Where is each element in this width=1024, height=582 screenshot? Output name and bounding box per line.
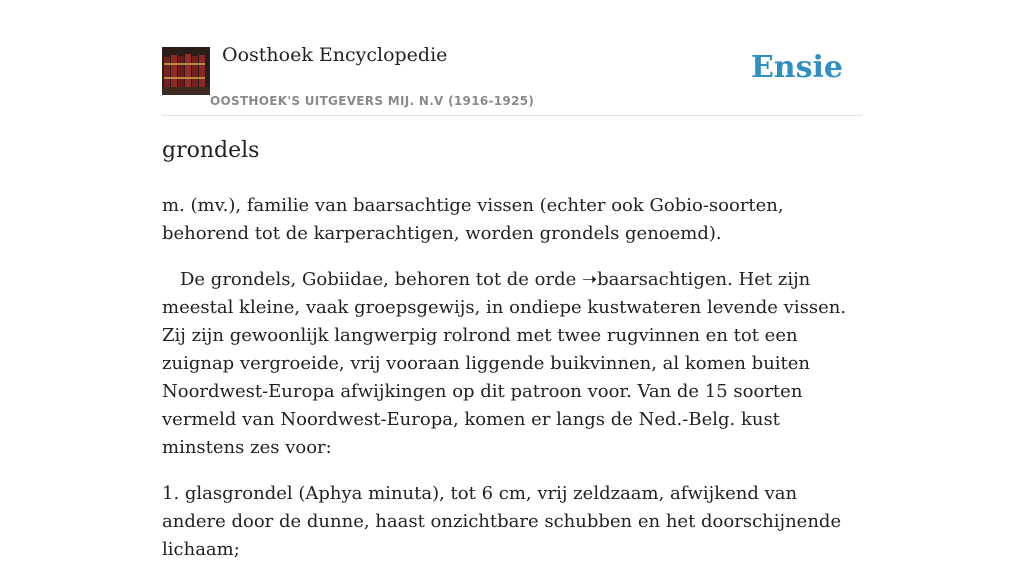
source-subtitle: OOSTHOEK'S UITGEVERS MIJ. N.V (1916-1925) xyxy=(210,94,535,108)
source-header xyxy=(162,0,862,116)
source-title[interactable]: Oosthoek Encyclopedie xyxy=(222,44,448,66)
bookshelf-avatar-icon[interactable] xyxy=(162,47,210,95)
entry-paragraph: m. (mv.), familie van baarsachtige vissen (echter ook Gobio-soorten, behorend tot de karperachtigen, worden grondels genoemd). xyxy=(162,195,784,244)
entry-body xyxy=(162,192,862,582)
entry-list-item: 1. glasgrondel (Aphya minuta), tot 6 cm, vrij zeldzaam, afwijkend van andere door de dunne, haast onzichtbare schubben en het doorschijnende lichaam; xyxy=(162,483,842,560)
entry-paragraph: De grondels, Gobiidae, behoren tot de orde ➝baarsachtigen. Het zijn meestal kleine, vaak groepsgewijs, in ondiepe kustwateren levende vissen. Zij zijn gewoonlijk langwerpig rolrond met twee rugvinnen en tot een zuignap vergroeide, vrij vooraan liggende buikvinnen, al komen buiten Noordwest-Europa afwijkingen op dit patroon voor. Van de 15 soorten vermeld van Noordwest-Europa, komen er langs de Ned.-Belg. kust minstens zes voor: xyxy=(162,269,847,458)
entry-title: grondels xyxy=(162,138,260,163)
brand-logo[interactable]: Ensie xyxy=(750,50,843,85)
